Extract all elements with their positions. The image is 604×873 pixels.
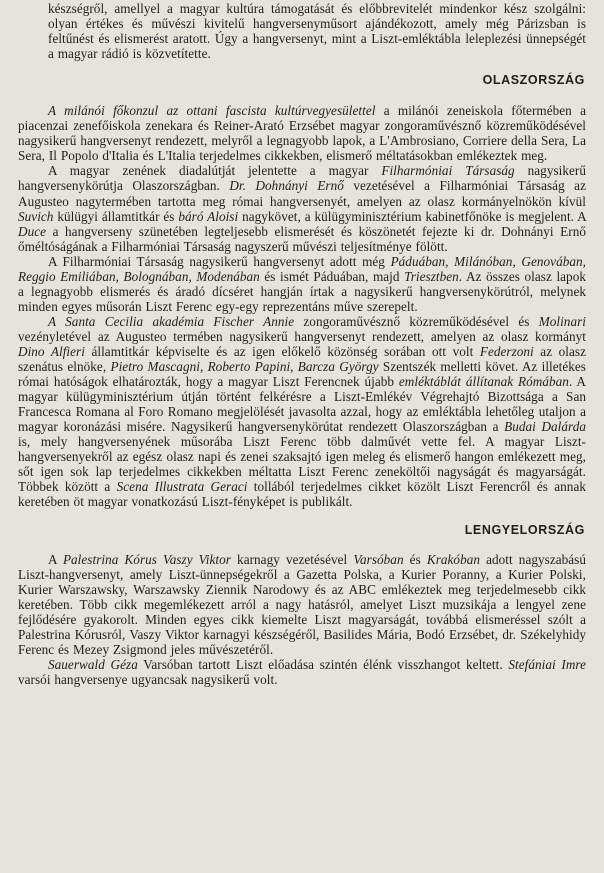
emphasis: báró Aloisi [178, 208, 239, 224]
emphasis: Molinari [538, 313, 586, 329]
olasz-paragraph-2 [18, 163, 586, 253]
emphasis: Budai Dalárda [504, 419, 586, 435]
text-run: külügyi államtitkár és [53, 208, 179, 224]
text-run: a hangverseny szünetében legteljesebb elismerését és köszönetét fejezte ki dr. Dohnányi Ernő őméltóságának a Filharmóniai Társaság nagyszerű művészi teljesítménye fölött. [18, 223, 586, 254]
section-heading-lengyelorszag: LENGYELORSZÁG [464, 522, 585, 537]
olasz-paragraph-4 [18, 314, 586, 510]
emphasis: Palestrina Kórus Vaszy Viktor [62, 551, 231, 567]
emphasis: emléktáblát állítanak Rómában [398, 374, 569, 390]
emphasis: Páduában, Milánóban, Genovában, Reggio Emiliában, Bolognában, Modenában [18, 253, 586, 284]
text-run: . A magyar külügyminisztérium útján történt felkérésre a Liszt-Emlékév Végrehajtó Bizottsága a San Francesca Romana al Foro Romano megjelölését javasolta azzal, hogy az emléktábla lehetőleg utaljon a magyar koronázási misére. Nagysikerű hangversenykörútat rendezett Olaszországban a [18, 374, 586, 435]
text-run: nagykövet, a külügyminisztérium kabinetfőnöke is megjelent. A [238, 208, 586, 224]
text-run: államtitkár képviselte és az igen előkelő közönség sorában ott volt [84, 343, 480, 359]
text-run: adott nagyszabású Liszt-hangversenyt, amely Liszt-ünnepségekről a Gazetta Polska, a Kurier Poranny, a Kurier Polski, Kurier Warszawsky, Warszawsky Ziennik Narodowy és az ABC emlékeztek meg terjedelmesebb cikk keretében. Több cikk megemlékezett arról a nagy hatásról, amelyet Liszt muzsikája a lengyel zene fejlődésére gyakorolt. Minden egyes cikk kiemelte Liszt magyarságát, továbbá elismeréssel szólt a Palestrina Kórusról, Vaszy Viktor karnagyi készségéről, Basilides Mária, Bodó Erzsébet, dr. Székelyhidy Ferenc és Mezey Zsigmond jeles művészetéről. [18, 551, 586, 657]
intro-text: készségről, amellyel a magyar kultúra támogatását és előbbrevitelét mindenkor kész szolgálni: olyan értékes és művészi kivitelű hangversenyműsort ajándékozott, amely még Párizsban is feltűnést és elismerést aratott. Úgy a hangversenyt, mint a Liszt-emléktábla leleplezési ünnepségét a magyar rádió is közvetítette. [48, 1, 586, 62]
text-run: Varsóban tartott Liszt előadása szintén élénk visszhangot keltett. [137, 656, 509, 672]
lengyel-paragraph-1 [18, 552, 586, 657]
emphasis: Filharmóniai Társaság [381, 163, 515, 179]
text-run: és [403, 551, 427, 567]
emphasis: Dino Alfieri [18, 343, 85, 359]
lengyel-paragraph-2 [18, 657, 586, 687]
emphasis: Pietro Mascagni, Roberto Papini, Barcza György [110, 359, 379, 375]
text-run: A magyar zenének diadalútját jelentette a magyar [48, 163, 382, 179]
emphasis: Krakóban [426, 551, 481, 567]
emphasis: Triesztben [404, 268, 459, 284]
emphasis: A Santa Cecilia akadémia Fischer Annie [48, 313, 295, 329]
text-run: vezetésével a Filharmóniai Társaság az Augusteo nagytermében tartotta meg római hangversenyét, amelyen az olasz kormányelnökön kívül [18, 178, 586, 209]
text-run: az olasz szenátus elnöke, [18, 343, 586, 375]
olasz-paragraph-1 [18, 103, 586, 163]
emphasis: Stefániai Imre [508, 656, 586, 672]
intro-paragraph [18, 1, 586, 61]
text-run: A Filharmóniai Társaság nagysikerű hangversenyt adott még [48, 253, 391, 269]
text-run: . Az összes olasz lapok a legnagyobb elismerés és áradó dícséret hangján írtak a nagysikerű hangversenykörútról, melynek minden egyes műsorán Liszt Ferenc egy-egy reprezentáns műve szerepelt. [18, 268, 586, 314]
emphasis: Duce [18, 223, 47, 239]
text-run: vezényletével az Augusteo termében nagysikerű hangversenyt rendezett, amelyen az olasz kormányt [18, 328, 586, 344]
text-run: tollából terjedelmes cikket közölt Liszt Ferencről és annak keretében öt magyar vonatkozású Liszt-fényképet is publikált. [18, 479, 586, 510]
text-run: és ismét Páduában, majd [259, 268, 405, 284]
text-run: karnagy vezetésével [230, 551, 354, 567]
text-run: is, mely hangversenyének műsorába Liszt Ferenc több dalművét vette fel. A magyar Liszt-hangversenyekről az egész olasz napi és zenei szaksajtó igen meleg és elismerő hangon emlékezett meg, sőt igen sok lap terjedelmes cikkekben méltatta Liszt Ferenc zeneköltői nagyságát és magyarságát. Többek között a [18, 434, 586, 495]
emphasis: Varsóban [353, 551, 404, 567]
emphasis: Scena Illustrata Geraci [116, 479, 248, 495]
olasz-paragraph-3 [18, 254, 586, 314]
text-run: Szentszék melletti követ. Az illetékes római hatóságok elhatározták, hogy a magyar Liszt Ferencnek újabb [18, 359, 586, 390]
section-heading-olaszorszag: OLASZORSZÁG [482, 73, 585, 88]
text-run: a milánói zeneiskola főtermében a piacenzai zenefőiskola zenekara és Reiner-Arató Erzsébet magyar zongoraművésznő közreműködésével nagysikerű hangversenyt rendezett, melyről a legnagyobb lapok, a L'Ambrosiano, Corriere della Sera, La Sera, Il Popolo d'Italia és L'Italia terjedelmes cikkekben, elismerő méltatásokban emlékeztek meg. [18, 103, 586, 164]
text-run: varsói hangversenye ugyancsak nagysikerű volt. [18, 671, 278, 687]
emphasis: Suvich [18, 208, 54, 224]
emphasis: A milánói főkonzul az ottani fascista kultúrvegyesülettel [48, 103, 376, 119]
text-run: A [48, 551, 63, 567]
text-run: nagysikerű hangversenykörútja Olaszországban. [18, 163, 586, 194]
emphasis: Federzoni [479, 343, 534, 359]
text-run: zongoraművésznő közreműködésével és [294, 313, 539, 329]
emphasis: Sauerwald Géza [48, 656, 138, 672]
emphasis: Dr. Dohnányi Ernő [229, 178, 344, 194]
